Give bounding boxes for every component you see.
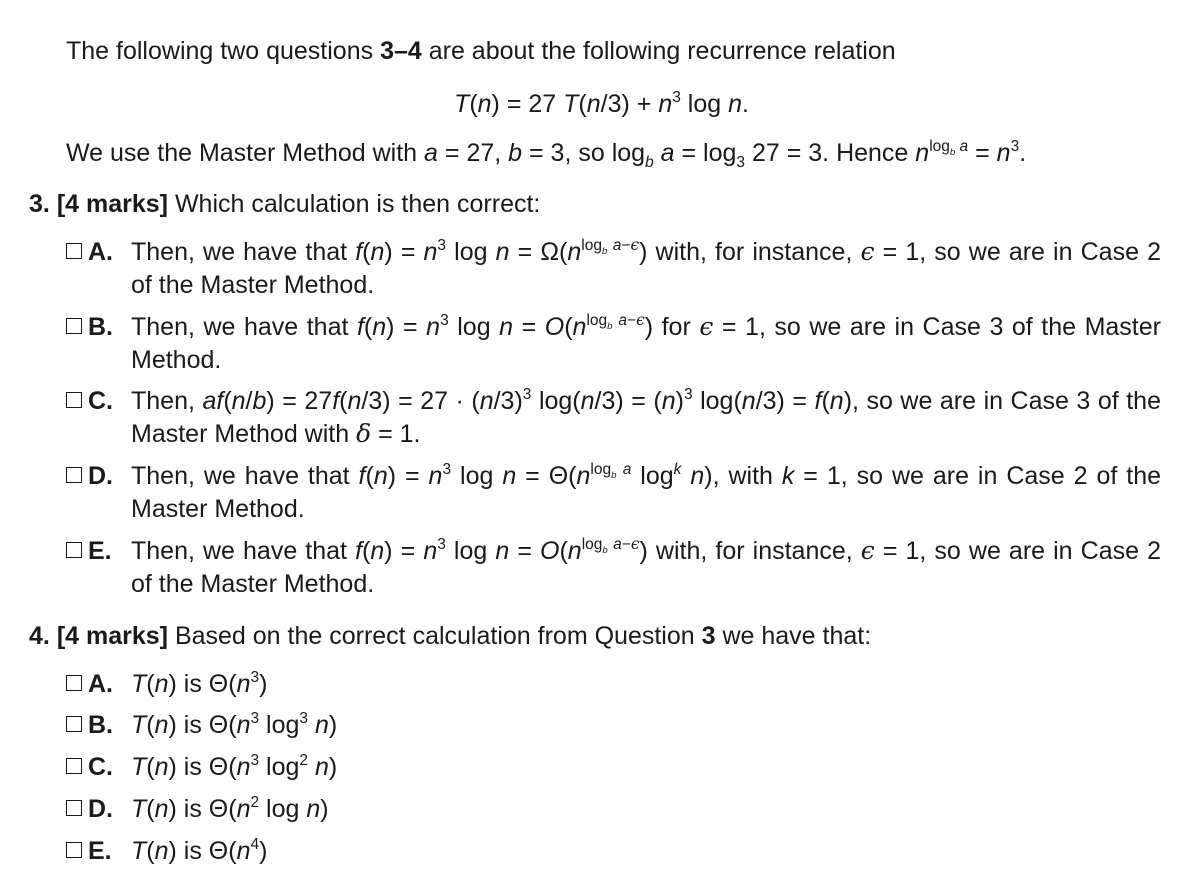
question-prompt	[175, 622, 871, 650]
q3-option-a[interactable]	[66, 236, 1161, 301]
q4-option-b[interactable]	[66, 709, 1161, 742]
intro-text	[66, 35, 1166, 68]
q4-option-e[interactable]	[66, 835, 1161, 868]
option-letter: D.	[88, 795, 113, 823]
checkbox[interactable]	[66, 758, 82, 774]
checkbox[interactable]	[66, 467, 82, 483]
prompt-tail: we have that:	[715, 622, 872, 650]
option-text: T(n) is $\Theta(n^3$ $\log^3 n$)	[131, 709, 338, 739]
option-text: T(n) is $\Theta(n^4)$	[131, 835, 268, 865]
option-letter: C.	[88, 387, 113, 415]
question-3-header	[29, 188, 1179, 221]
q4-option-c[interactable]	[66, 751, 1161, 784]
option-letter: E.	[88, 837, 112, 865]
checkbox[interactable]	[66, 842, 82, 858]
checkbox[interactable]	[66, 392, 82, 408]
q3-option-d[interactable]	[66, 460, 1161, 525]
prompt-question-ref: 3	[701, 622, 716, 650]
question-marks: [4 marks]	[56, 190, 168, 218]
q3-option-b[interactable]	[66, 311, 1161, 376]
checkbox[interactable]	[66, 675, 82, 691]
option-text: T(n) is $\Theta(n^2$ log n)	[131, 793, 329, 823]
option-text: Then, we have that $f(n) = n^3$ $\log n = O(n^{log_b a-\epsilon})$ for ϵ = 1, so we are in Case 3 of the Master Method.	[131, 310, 1161, 374]
question-4-header	[29, 620, 1179, 653]
question-number: 3.	[29, 190, 50, 218]
question-marks: [4 marks]	[56, 622, 168, 650]
recurrence-equation: T(n) = 27 $T(n/3) + n^3$ log n.	[454, 88, 749, 118]
option-letter: B.	[88, 711, 113, 739]
intro-question-range: 3–4	[380, 37, 422, 65]
prompt-lead: Based on the correct calculation from Question	[174, 622, 702, 650]
intro-tail: are about the following recurrence relation	[421, 37, 896, 65]
option-text: T(n) is $\Theta(n^3$ $\log^2 n$)	[131, 751, 338, 781]
question-prompt: Which calculation is then correct:	[174, 190, 541, 218]
option-letter: B.	[88, 313, 113, 341]
option-letter: A.	[88, 670, 113, 698]
q3-option-e[interactable]	[66, 535, 1161, 600]
option-text: Then, $af(n/b) = 27f(n/3) = 27 \cdot (n/3)^3$ $\log(n/3) = (n)^3$ log(n/3) = f(n), so we are in Case 3 of the Master Method with δ = 1.	[131, 385, 1161, 448]
intro-lead: The following two questions	[66, 37, 381, 65]
q4-option-a[interactable]	[66, 668, 1161, 701]
checkbox[interactable]	[66, 542, 82, 558]
q4-option-d[interactable]	[66, 793, 1161, 826]
question-number: 4.	[29, 622, 50, 650]
option-text: Then, we have that $f(n) = n^3$ $\log n = \Omega(n^{log_b a-\epsilon})$ with, for instance, ϵ = 1, so we are in Case 2 of the Master Method.	[131, 235, 1161, 299]
checkbox[interactable]	[66, 243, 82, 259]
option-letter: D.	[88, 462, 113, 490]
option-letter: C.	[88, 753, 113, 781]
checkbox[interactable]	[66, 716, 82, 732]
master-method-line: We use the Master Method with a = 27, b = 3, so $\log_b a = \log_3 27 = 3$. Hence $n^{log_b a} = n^3$.	[66, 137, 1027, 171]
option-text: Then, we have that $f(n) = n^3$ $\log n = O(n^{log_b a-\epsilon})$ with, for instance, ϵ = 1, so we are in Case 2 of the Master Method.	[131, 534, 1161, 598]
option-letter: E.	[88, 537, 112, 565]
option-text: T(n) is $\Theta(n^3)$	[131, 668, 268, 698]
checkbox[interactable]	[66, 318, 82, 334]
checkbox[interactable]	[66, 800, 82, 816]
q3-option-c[interactable]	[66, 385, 1161, 450]
option-text: Then, we have that $f(n) = n^3$ $\log n = \Theta(n^{log_b a}$ $\log^k n$), with k = 1, so we are in Case 2 of the Master Method.	[131, 460, 1162, 523]
option-letter: A.	[88, 238, 113, 266]
